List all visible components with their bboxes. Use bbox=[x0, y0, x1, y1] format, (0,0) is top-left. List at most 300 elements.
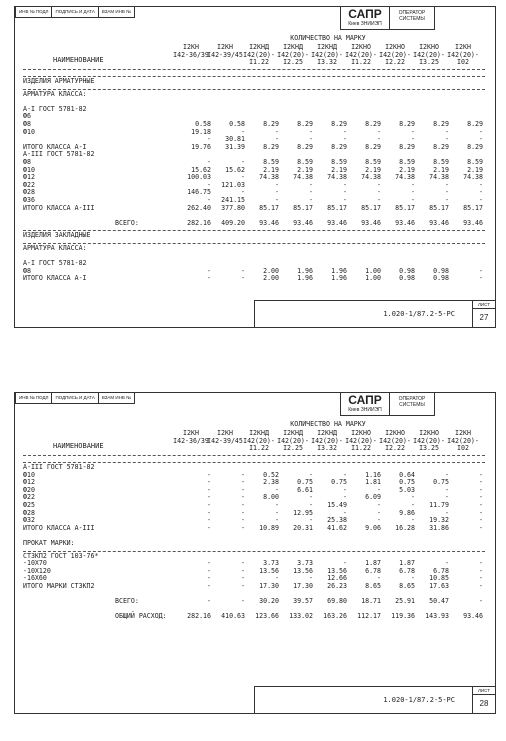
row-value: - bbox=[343, 485, 347, 494]
column-header: I2КНО bbox=[351, 43, 371, 51]
column-header: I42-36/39 bbox=[173, 436, 209, 445]
row-value: 9.86 bbox=[399, 508, 415, 517]
row-value: 6.09 bbox=[365, 493, 381, 502]
column-header: I2.22 bbox=[385, 58, 405, 67]
row-label: А-I ГОСТ 5781-82 bbox=[23, 259, 87, 268]
row-value: 25.38 bbox=[327, 516, 347, 525]
column-header: I02 bbox=[457, 58, 469, 67]
row-label: ИТОГО МАРКИ СТ3КП2 bbox=[23, 582, 95, 590]
row-label: ПРОКАТ МАРКИ: bbox=[23, 539, 75, 547]
row-label: Ф36 bbox=[23, 196, 35, 204]
row-value: - bbox=[309, 196, 313, 204]
row-value: - bbox=[241, 508, 245, 517]
sheet-number-box bbox=[472, 301, 495, 327]
row-value: 26.23 bbox=[327, 582, 347, 590]
row-value: 123.66 bbox=[255, 612, 279, 621]
row-label: Ф6 bbox=[23, 112, 31, 121]
column-header: I2КНО bbox=[385, 43, 405, 51]
row-value: - bbox=[377, 508, 381, 517]
table-row bbox=[23, 220, 485, 228]
row-value: 85.17 bbox=[395, 203, 415, 212]
column-header: I3.32 bbox=[317, 444, 337, 453]
row-value: - bbox=[275, 180, 279, 189]
stamp-operator: ОПЕРАТОР СИСТЕМЫ bbox=[398, 396, 426, 408]
table-row bbox=[23, 121, 485, 129]
row-value: 8.59 bbox=[399, 158, 415, 166]
row-value: 8.29 bbox=[331, 142, 347, 151]
row-value: - bbox=[275, 135, 279, 144]
row-value: - bbox=[445, 508, 449, 517]
table-row bbox=[23, 275, 485, 283]
row-label: ИЗДЕЛИЯ ЗАКЛАДНЫЕ bbox=[23, 231, 91, 240]
row-label: ВСЕГО: bbox=[115, 218, 139, 227]
table-row bbox=[23, 182, 485, 190]
row-value: - bbox=[411, 188, 415, 197]
row-value: - bbox=[207, 180, 211, 189]
column-header: I2КНД bbox=[317, 43, 337, 51]
column-header: I2КНО bbox=[385, 429, 405, 437]
row-value: 2.19 bbox=[467, 165, 483, 174]
column-header: I42(20)- bbox=[379, 50, 411, 59]
row-value: 8.29 bbox=[399, 120, 415, 128]
row-value: - bbox=[411, 135, 415, 144]
row-value: - bbox=[275, 574, 279, 583]
row-value: - bbox=[207, 516, 211, 525]
row-value: - bbox=[207, 582, 211, 590]
name-column-heading: НАИМЕНОВАНИЕ bbox=[53, 56, 104, 64]
row-value: 13.56 bbox=[259, 566, 279, 575]
column-header: I42(20)- bbox=[277, 436, 309, 445]
quantity-heading: КОЛИЧЕСТВО НА МАРКУ bbox=[290, 34, 366, 42]
column-header: I2КНД bbox=[249, 429, 269, 437]
row-value: - bbox=[479, 127, 483, 136]
row-value: 10.85 bbox=[429, 574, 449, 583]
row-value: 93.46 bbox=[429, 218, 449, 227]
table-row bbox=[23, 494, 485, 502]
row-value: 1.16 bbox=[365, 470, 381, 479]
row-value: - bbox=[479, 493, 483, 502]
column-header: I2КНО bbox=[351, 429, 371, 437]
row-label: Ф8 bbox=[23, 266, 31, 275]
column-header: I2КН bbox=[183, 43, 199, 51]
column-header: I42(20)- bbox=[345, 436, 377, 445]
row-label: Ф12 bbox=[23, 478, 35, 487]
row-value: - bbox=[207, 566, 211, 575]
table-row bbox=[23, 525, 485, 533]
row-label: Ф10 bbox=[23, 127, 35, 136]
row-value: 93.46 bbox=[361, 218, 381, 227]
row-value: - bbox=[207, 196, 211, 204]
column-header: I1.22 bbox=[249, 444, 269, 453]
row-value: - bbox=[479, 470, 483, 479]
column-header: I3.25 bbox=[419, 58, 439, 67]
row-label: Ф12 bbox=[23, 173, 35, 182]
row-value: - bbox=[411, 516, 415, 525]
table-row bbox=[23, 268, 485, 276]
row-value: - bbox=[377, 501, 381, 509]
row-value: - bbox=[207, 597, 211, 606]
row-value: 6.78 bbox=[365, 566, 381, 575]
row-separator bbox=[23, 230, 485, 231]
row-value: 93.46 bbox=[293, 218, 313, 227]
row-value: 1.87 bbox=[365, 559, 381, 568]
row-value: - bbox=[445, 180, 449, 189]
row-value: - bbox=[343, 493, 347, 502]
row-value: - bbox=[479, 559, 483, 568]
row-value: 143.93 bbox=[425, 612, 449, 621]
quantity-heading: КОЛИЧЕСТВО НА МАРКУ bbox=[290, 420, 366, 428]
row-value: - bbox=[309, 135, 313, 144]
row-value: 0.52 bbox=[263, 470, 279, 479]
column-header: I2КН bbox=[183, 429, 199, 437]
row-label: СТ3КП2 ГОСТ 103-76* bbox=[23, 551, 99, 560]
table-row bbox=[23, 253, 485, 261]
row-value: - bbox=[241, 266, 245, 275]
row-value: 41.62 bbox=[327, 523, 347, 532]
row-value: 85.17 bbox=[293, 203, 313, 212]
row-value: 0.64 bbox=[399, 470, 415, 479]
row-value: 69.80 bbox=[327, 597, 347, 606]
row-value: - bbox=[207, 559, 211, 568]
column-header: I2КНО bbox=[419, 429, 439, 437]
row-value: - bbox=[275, 196, 279, 204]
row-value: 2.38 bbox=[263, 478, 279, 487]
drawing-sheet-27 bbox=[14, 6, 496, 328]
column-header: I42(20)- bbox=[345, 50, 377, 59]
name-column-heading: НАИМЕНОВАНИЕ bbox=[53, 442, 104, 450]
row-value: 17.30 bbox=[259, 582, 279, 590]
row-value: - bbox=[207, 574, 211, 583]
row-label: Ф8 bbox=[23, 158, 31, 166]
row-value: 133.02 bbox=[289, 612, 313, 621]
table-row bbox=[23, 502, 485, 510]
row-label: Ф10 bbox=[23, 165, 35, 174]
table-row bbox=[23, 591, 485, 599]
table-row bbox=[23, 598, 485, 606]
row-value: 1.81 bbox=[365, 478, 381, 487]
row-value: 74.38 bbox=[463, 173, 483, 182]
row-label: Ф28 bbox=[23, 508, 35, 517]
row-label: Ф22 bbox=[23, 180, 35, 189]
row-value: - bbox=[309, 180, 313, 189]
row-value: - bbox=[207, 135, 211, 144]
row-value: - bbox=[241, 493, 245, 502]
row-label: А-III ГОСТ 5781-82 bbox=[23, 150, 95, 159]
table-row bbox=[23, 159, 485, 167]
row-value: - bbox=[241, 566, 245, 575]
row-value: 8.29 bbox=[331, 120, 347, 128]
row-value: - bbox=[343, 135, 347, 144]
approval-fields bbox=[15, 6, 134, 18]
row-value: 100.03 bbox=[187, 173, 211, 182]
row-value: 13.56 bbox=[293, 566, 313, 575]
column-header: I02 bbox=[457, 444, 469, 453]
column-header: I1.22 bbox=[351, 444, 371, 453]
table-row bbox=[23, 553, 485, 561]
row-value: - bbox=[479, 501, 483, 509]
row-label: Ф28 bbox=[23, 188, 35, 197]
row-value: 121.03 bbox=[221, 180, 245, 189]
row-value: 410.63 bbox=[221, 612, 245, 621]
sapr-stamp bbox=[340, 392, 435, 416]
row-value: - bbox=[445, 135, 449, 144]
table-row bbox=[23, 98, 485, 106]
table-row bbox=[23, 212, 485, 220]
row-value: 2.19 bbox=[263, 165, 279, 174]
row-value: 8.59 bbox=[331, 158, 347, 166]
row-value: 74.38 bbox=[327, 173, 347, 182]
drawing-sheet-28 bbox=[14, 392, 496, 714]
row-value: 15.62 bbox=[191, 165, 211, 174]
row-value: 2.00 bbox=[263, 266, 279, 275]
row-value: - bbox=[241, 523, 245, 532]
row-value: - bbox=[241, 582, 245, 590]
row-label: ИТОГО КЛАССА А-I bbox=[23, 274, 87, 283]
row-value: 8.00 bbox=[263, 493, 279, 502]
column-header: I3.32 bbox=[317, 58, 337, 67]
row-value: 93.46 bbox=[395, 218, 415, 227]
column-header: I3.25 bbox=[419, 444, 439, 453]
row-value: 16.28 bbox=[395, 523, 415, 532]
table-row bbox=[23, 568, 485, 576]
row-label: ВСЕГО: bbox=[115, 597, 139, 606]
row-value: 0.75 bbox=[433, 478, 449, 487]
row-separator bbox=[23, 243, 485, 244]
row-value: - bbox=[343, 196, 347, 204]
row-value: - bbox=[445, 470, 449, 479]
document-number: 1.020-1/87.2-5-РС bbox=[383, 696, 455, 704]
row-value: 5.03 bbox=[399, 485, 415, 494]
row-value: 8.29 bbox=[365, 142, 381, 151]
row-value: 409.20 bbox=[221, 218, 245, 227]
row-value: - bbox=[411, 574, 415, 583]
row-value: - bbox=[479, 516, 483, 525]
approval-fields bbox=[15, 392, 134, 404]
table-row bbox=[23, 113, 485, 121]
row-value: 11.79 bbox=[429, 501, 449, 509]
row-label: Ф20 bbox=[23, 485, 35, 494]
row-value: - bbox=[241, 188, 245, 197]
column-header: I2КН bbox=[217, 43, 233, 51]
row-value: 1.96 bbox=[331, 266, 347, 275]
row-value: - bbox=[411, 196, 415, 204]
row-value: - bbox=[411, 180, 415, 189]
table-row bbox=[23, 606, 485, 614]
row-value: 8.59 bbox=[263, 158, 279, 166]
row-value: 39.57 bbox=[293, 597, 313, 606]
row-value: 241.15 bbox=[221, 196, 245, 204]
row-value: - bbox=[207, 274, 211, 283]
row-label: Ф8 bbox=[23, 120, 31, 128]
row-value: 1.00 bbox=[365, 266, 381, 275]
sapr-stamp bbox=[340, 6, 435, 30]
row-value: - bbox=[479, 274, 483, 283]
table-row bbox=[23, 464, 485, 472]
row-value: 3.73 bbox=[297, 559, 313, 568]
row-value: - bbox=[343, 508, 347, 517]
row-value: 15.49 bbox=[327, 501, 347, 509]
sheet-label: ЛИСТ bbox=[473, 687, 495, 695]
row-label: -10Х70 bbox=[23, 559, 47, 568]
document-number: 1.020-1/87.2-5-РС bbox=[383, 310, 455, 318]
column-header: I2КН bbox=[217, 429, 233, 437]
row-value: 8.29 bbox=[263, 142, 279, 151]
row-value: - bbox=[479, 266, 483, 275]
row-value: 1.96 bbox=[297, 266, 313, 275]
row-value: - bbox=[377, 516, 381, 525]
row-value: - bbox=[377, 188, 381, 197]
row-value: - bbox=[445, 127, 449, 136]
table-row bbox=[23, 232, 485, 240]
row-value: - bbox=[207, 485, 211, 494]
row-value: 12.95 bbox=[293, 508, 313, 517]
row-value: 17.30 bbox=[293, 582, 313, 590]
column-header: I42(20)- bbox=[311, 50, 343, 59]
row-value: 1.96 bbox=[297, 274, 313, 283]
row-value: 31.86 bbox=[429, 523, 449, 532]
row-value: - bbox=[479, 508, 483, 517]
row-value: 6.78 bbox=[399, 566, 415, 575]
row-value: 85.17 bbox=[327, 203, 347, 212]
row-value: 8.59 bbox=[297, 158, 313, 166]
row-value: 0.75 bbox=[331, 478, 347, 487]
row-value: 9.06 bbox=[365, 523, 381, 532]
row-label: ИТОГО КЛАССА А-III bbox=[23, 203, 95, 212]
column-header: I2КНД bbox=[283, 43, 303, 51]
row-value: - bbox=[241, 516, 245, 525]
row-value: 74.38 bbox=[259, 173, 279, 182]
row-value: 2.00 bbox=[263, 274, 279, 283]
row-value: - bbox=[241, 274, 245, 283]
row-value: 85.17 bbox=[361, 203, 381, 212]
row-value: - bbox=[445, 485, 449, 494]
row-value: - bbox=[241, 559, 245, 568]
header-separator bbox=[23, 455, 485, 456]
row-label: АРМАТУРА КЛАССА: bbox=[23, 244, 87, 252]
table-row bbox=[23, 151, 485, 159]
row-value: 19.76 bbox=[191, 142, 211, 151]
row-value: 93.46 bbox=[259, 218, 279, 227]
table-row bbox=[23, 583, 485, 591]
row-value: 1.96 bbox=[331, 274, 347, 283]
row-value: - bbox=[241, 158, 245, 166]
row-value: 8.59 bbox=[433, 158, 449, 166]
row-value: 15.62 bbox=[225, 165, 245, 174]
approval-field: ИНВ № ПОДЛ bbox=[15, 392, 52, 404]
column-header: I42(20)- bbox=[447, 50, 479, 59]
row-value: - bbox=[445, 196, 449, 204]
column-header: I2КНО bbox=[419, 43, 439, 51]
approval-field: ПОДПИСЬ И ДАТА bbox=[51, 392, 98, 404]
row-value: 8.29 bbox=[297, 142, 313, 151]
row-value: 282.16 bbox=[187, 218, 211, 227]
sapr-logo bbox=[341, 7, 390, 29]
row-label: Ф25 bbox=[23, 501, 35, 509]
row-value: - bbox=[343, 559, 347, 568]
table-row bbox=[23, 245, 485, 253]
row-value: - bbox=[479, 180, 483, 189]
row-label: Ф32 bbox=[23, 516, 35, 525]
row-value: 74.38 bbox=[293, 173, 313, 182]
sheet-number: 28 bbox=[479, 699, 489, 708]
column-header: I2.22 bbox=[385, 444, 405, 453]
row-value: - bbox=[411, 501, 415, 509]
row-separator bbox=[23, 89, 485, 90]
column-header: I42(20)- bbox=[447, 436, 479, 445]
column-header: I42(20)- bbox=[277, 50, 309, 59]
column-header: I2.25 bbox=[283, 58, 303, 67]
stamp-logo-text: САПР bbox=[348, 393, 382, 407]
table-row bbox=[23, 560, 485, 568]
row-value: 19.18 bbox=[191, 127, 211, 136]
row-value: - bbox=[309, 574, 313, 583]
row-value: 6.61 bbox=[297, 485, 313, 494]
table-row bbox=[23, 106, 485, 114]
row-value: - bbox=[275, 127, 279, 136]
row-value: - bbox=[207, 501, 211, 509]
row-value: 8.29 bbox=[433, 120, 449, 128]
table-row bbox=[23, 472, 485, 480]
row-value: 8.65 bbox=[399, 582, 415, 590]
sheet-label: ЛИСТ bbox=[473, 301, 495, 309]
row-value: - bbox=[207, 266, 211, 275]
table-row bbox=[23, 532, 485, 540]
row-value: - bbox=[445, 493, 449, 502]
row-value: 30.81 bbox=[225, 135, 245, 144]
row-value: 0.98 bbox=[433, 266, 449, 275]
column-header: I1.22 bbox=[249, 58, 269, 67]
column-header: I42(20)- bbox=[413, 50, 445, 59]
row-value: 8.29 bbox=[467, 120, 483, 128]
row-value: 119.36 bbox=[391, 612, 415, 621]
row-value: - bbox=[207, 158, 211, 166]
column-header: I2КН bbox=[455, 43, 471, 51]
row-value: - bbox=[309, 501, 313, 509]
table-row bbox=[23, 136, 485, 144]
stamp-logo-text: САПР bbox=[348, 7, 382, 21]
table-row bbox=[23, 174, 485, 182]
row-value: 0.75 bbox=[297, 478, 313, 487]
row-value: 0.58 bbox=[229, 120, 245, 128]
row-value: 0.58 bbox=[195, 120, 211, 128]
table-row bbox=[23, 167, 485, 175]
row-value: 20.31 bbox=[293, 523, 313, 532]
row-value: 93.46 bbox=[463, 612, 483, 621]
row-value: 0.98 bbox=[399, 266, 415, 275]
row-value: 6.78 bbox=[433, 566, 449, 575]
sheet-number-box bbox=[472, 687, 495, 713]
row-value: - bbox=[479, 478, 483, 487]
row-value: - bbox=[377, 574, 381, 583]
column-header: I2КНД bbox=[283, 429, 303, 437]
row-value: - bbox=[309, 188, 313, 197]
column-header: I2КН bbox=[455, 429, 471, 437]
row-value: - bbox=[241, 173, 245, 182]
column-header: I2.25 bbox=[283, 444, 303, 453]
table-row bbox=[23, 129, 485, 137]
row-value: - bbox=[343, 127, 347, 136]
row-value: - bbox=[479, 523, 483, 532]
row-value: - bbox=[343, 180, 347, 189]
row-value: - bbox=[411, 127, 415, 136]
row-value: - bbox=[309, 516, 313, 525]
row-value: 12.66 bbox=[327, 574, 347, 583]
row-value: 0.98 bbox=[399, 274, 415, 283]
row-value: - bbox=[479, 582, 483, 590]
row-value: 25.91 bbox=[395, 597, 415, 606]
row-value: 1.00 bbox=[365, 274, 381, 283]
row-label: ИЗДЕЛИЯ АРМАТУРНЫЕ bbox=[23, 77, 95, 85]
